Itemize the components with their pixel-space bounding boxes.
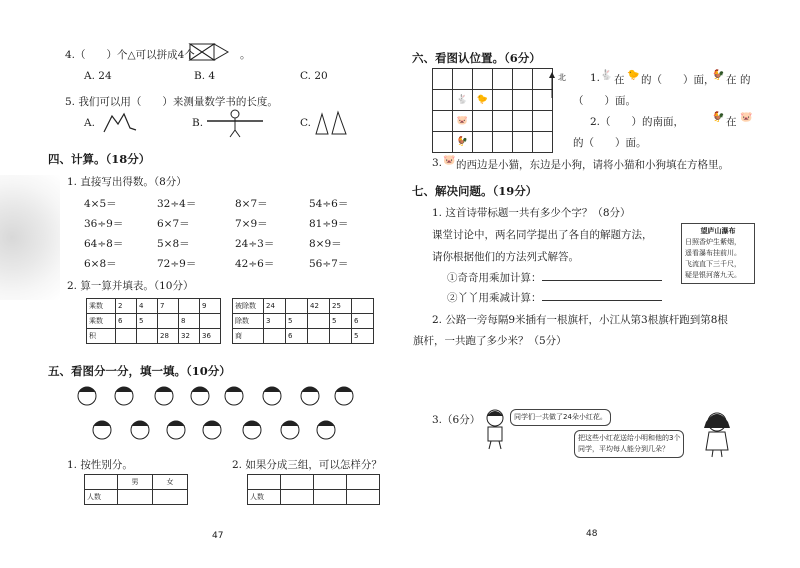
sec6-q2-text: 在 [726, 116, 737, 128]
gender-table: 男 女 人数 [84, 474, 188, 505]
section-6-title: 六、看图认位置。（6分） [412, 51, 541, 65]
page-number-left: 47 [212, 531, 224, 541]
chick-icon: 🐤 [627, 70, 640, 81]
sec7-q1a: 课堂讨论中，两名同学提出了各自的解题方法， [432, 229, 653, 241]
q4-option-b: B. 4 [194, 70, 216, 82]
answer-cell[interactable] [281, 475, 314, 490]
speech-bubble-boy: 同学们一共做了24朵小红花。 [510, 409, 611, 426]
sec6-q1-text: 在 [614, 74, 625, 86]
page-number-right: 48 [586, 529, 598, 539]
scan-stamp-shadow [0, 175, 60, 300]
poem-box: 望庐山瀑布 日照香炉生紫烟， 遥看瀑布挂前川。 飞流直下三千尺， 疑是银河落九天。 [681, 223, 755, 284]
calc-item: 32÷4＝ [157, 198, 197, 210]
calc-item: 7×9＝ [235, 218, 268, 230]
pig-icon: 🐷 [740, 112, 753, 123]
answer-cell[interactable] [314, 490, 347, 505]
sec6-q1-num: 1. [590, 72, 601, 84]
pig-icon: 🐷 [443, 155, 456, 166]
sec6-q1-text: 的（ ）面， [641, 74, 715, 86]
section-4-title: 四、计算。（18分） [48, 152, 151, 166]
sec7-q2b: 旗杆，一共跑了多少米？（5分） [413, 335, 567, 347]
sec7-q2a: 2. 公路一旁每隔9米插有一根旗杆，小江从第3根旗杆跑到第8根 [432, 314, 728, 326]
speech-bubble-girl: 把这些小红花送给小明和他的3个 同学，平均每人能分到几朵？ [574, 430, 684, 458]
answer-cell[interactable] [118, 490, 153, 505]
position-grid: 🐇 🐤 🐷 🐓 [432, 68, 553, 153]
answer-cell[interactable] [347, 475, 380, 490]
q4-option-c: C. 20 [300, 70, 328, 82]
section-7-title: 七、解决问题。（19分） [412, 184, 538, 198]
calc-item: 72÷9＝ [157, 258, 197, 270]
people-illustration [72, 382, 372, 450]
sec6-q2-text: 的（ ）面。 [573, 137, 647, 149]
answer-cell[interactable] [281, 490, 314, 505]
sec7-q3: 3.（6分） [432, 414, 481, 426]
calc-item: 81÷9＝ [309, 218, 349, 230]
sec5-q2: 2. 如果分成三组，可以怎样分？ [232, 459, 382, 471]
answer-cell[interactable] [153, 490, 188, 505]
sec7-q1d: ②丫丫用乘减计算： [447, 290, 662, 305]
footsteps-icon [312, 108, 350, 136]
q5-option-a: A. [84, 117, 95, 129]
triangle-figure [188, 42, 236, 62]
rooster-icon: 🐓 [712, 70, 725, 81]
girl-illustration [700, 410, 734, 458]
north-label: 北 [558, 73, 566, 82]
calc-item: 64÷8＝ [84, 238, 124, 250]
q4-text: 4.（ ）个△可以拼成4个 [65, 49, 195, 61]
sec6-q1-text: 在 [726, 74, 737, 86]
sec6-q1-text: （ ）面。 [573, 95, 636, 107]
calc-item: 6×8＝ [84, 258, 117, 270]
calc-subtitle-1: 1. 直接写出得数。（8分） [67, 176, 187, 188]
q4-option-a: A. 24 [84, 70, 112, 82]
calc-subtitle-2: 2. 算一算并填表。（10分） [67, 280, 194, 292]
q5-option-b: B. [192, 117, 204, 129]
calc-item: 42÷6＝ [235, 258, 275, 270]
multiplication-table: 乘数 2 4 7 9 乘数 6 5 8 积 28 32 36 [86, 298, 221, 344]
north-arrow-icon [545, 72, 559, 100]
hand-span-icon [100, 110, 140, 136]
answer-cell[interactable] [314, 475, 347, 490]
calc-item: 8×9＝ [309, 238, 342, 250]
three-group-table: 人数 [247, 474, 380, 505]
sec6-q1-text: 的 [740, 74, 751, 86]
calc-item: 56÷7＝ [309, 258, 349, 270]
section-5-title: 五、看图分一分，填一填。（10分） [48, 364, 231, 378]
sec5-q1: 1. 按性别分。 [67, 459, 133, 471]
boy-illustration [480, 408, 510, 450]
calc-item: 6×7＝ [157, 218, 190, 230]
calc-item: 36÷9＝ [84, 218, 124, 230]
calc-item: 8×7＝ [235, 198, 268, 210]
division-table: 被除数 24 42 25 除数 3 5 5 6 商 6 5 [232, 298, 374, 344]
sec6-q3: 的西边是小猫，东边是小狗，请将小猫和小狗填在方格里。 [456, 159, 729, 171]
calc-item: 54÷6＝ [309, 198, 349, 210]
rooster-icon: 🐓 [712, 112, 725, 123]
sec7-q1b: 请你根据他们的方法列式解答。 [432, 251, 579, 263]
answer-cell[interactable] [347, 490, 380, 505]
calc-item: 5×8＝ [157, 238, 190, 250]
rabbit-icon: 🐇 [600, 70, 613, 81]
sec7-q1c: ①奇奇用乘加计算： [447, 270, 662, 285]
calc-item: 4×5＝ [84, 198, 117, 210]
arm-span-icon [205, 108, 265, 138]
q5-option-c: C. [300, 117, 311, 129]
sec6-q3-num: 3. [432, 157, 443, 169]
sec6-q2: 2.（ ）的南面， [590, 116, 685, 128]
q5-text: 5. 我们可以用（ ）来测量数学书的长度。 [65, 96, 278, 108]
sec7-q1: 1. 这首诗带标题一共有多少个字？（8分） [432, 207, 631, 219]
calc-item: 24÷3＝ [235, 238, 275, 250]
q4-suffix: 。 [240, 49, 251, 61]
